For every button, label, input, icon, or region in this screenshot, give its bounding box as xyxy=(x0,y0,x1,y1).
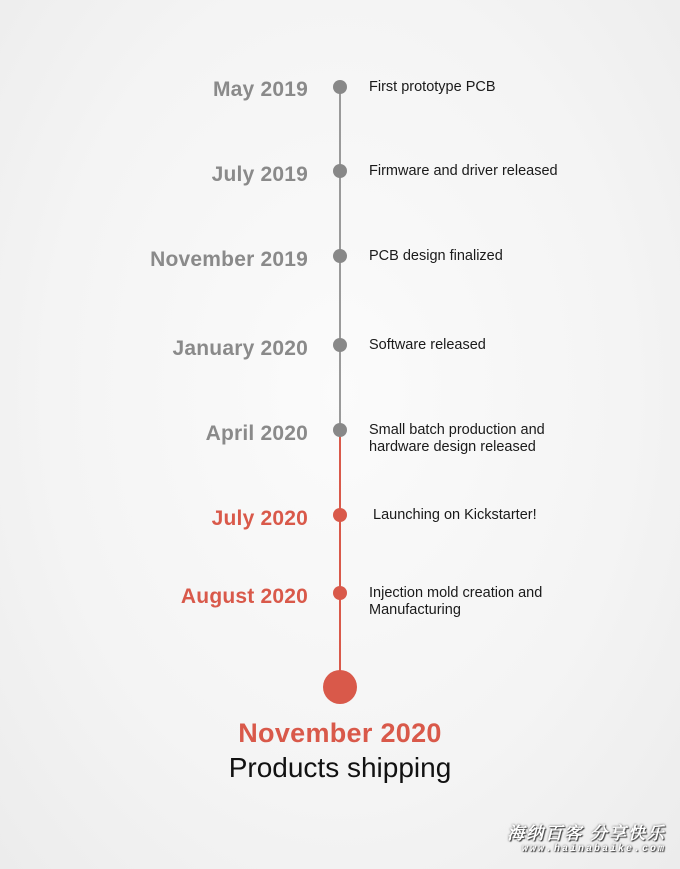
milestone-date: November 2019 xyxy=(150,248,308,271)
milestone-description-line: PCB design finalized xyxy=(369,248,503,264)
milestone-description-line: Firmware and driver released xyxy=(369,163,558,179)
milestone-date: May 2019 xyxy=(212,78,308,101)
milestone-date: July 2020 xyxy=(211,507,308,530)
final-milestone-date: November 2020 xyxy=(238,718,442,748)
milestone-description xyxy=(369,585,649,619)
milestone-date: August 2020 xyxy=(180,585,308,608)
milestone-description-line: Software released xyxy=(369,337,486,353)
milestone-description xyxy=(369,79,649,96)
milestone-dot xyxy=(333,586,347,600)
milestone-description-line: Launching on Kickstarter! xyxy=(373,507,537,523)
milestone-description-line: Small batch production and xyxy=(369,422,545,438)
milestone-description xyxy=(369,163,649,180)
milestone-dot xyxy=(333,164,347,178)
watermark-title: 海纳百客 分享快乐 xyxy=(507,824,666,843)
milestone-date: July 2019 xyxy=(211,163,308,186)
milestone-date: January 2020 xyxy=(172,337,308,360)
milestone-description xyxy=(369,248,649,265)
milestone-description xyxy=(373,507,653,524)
watermark xyxy=(507,819,666,855)
milestone-dot xyxy=(333,508,347,522)
milestone-description-line: Manufacturing xyxy=(369,602,461,618)
milestone-description-line: hardware design released xyxy=(369,439,536,455)
milestone-dot xyxy=(333,338,347,352)
milestone-description xyxy=(369,422,649,456)
final-milestone-dot xyxy=(323,670,357,704)
milestone-description-line: Injection mold creation and xyxy=(369,585,543,601)
final-milestone-description: Products shipping xyxy=(228,752,452,783)
timeline-line-future xyxy=(339,430,341,680)
milestone-description-line: First prototype PCB xyxy=(369,79,496,95)
milestone-dot xyxy=(333,423,347,437)
watermark-url: www.hainabaike.com xyxy=(521,844,666,855)
milestone-dot xyxy=(333,249,347,263)
milestone-date: April 2020 xyxy=(205,422,308,445)
milestone-description xyxy=(369,337,649,354)
milestone-dot xyxy=(333,80,347,94)
